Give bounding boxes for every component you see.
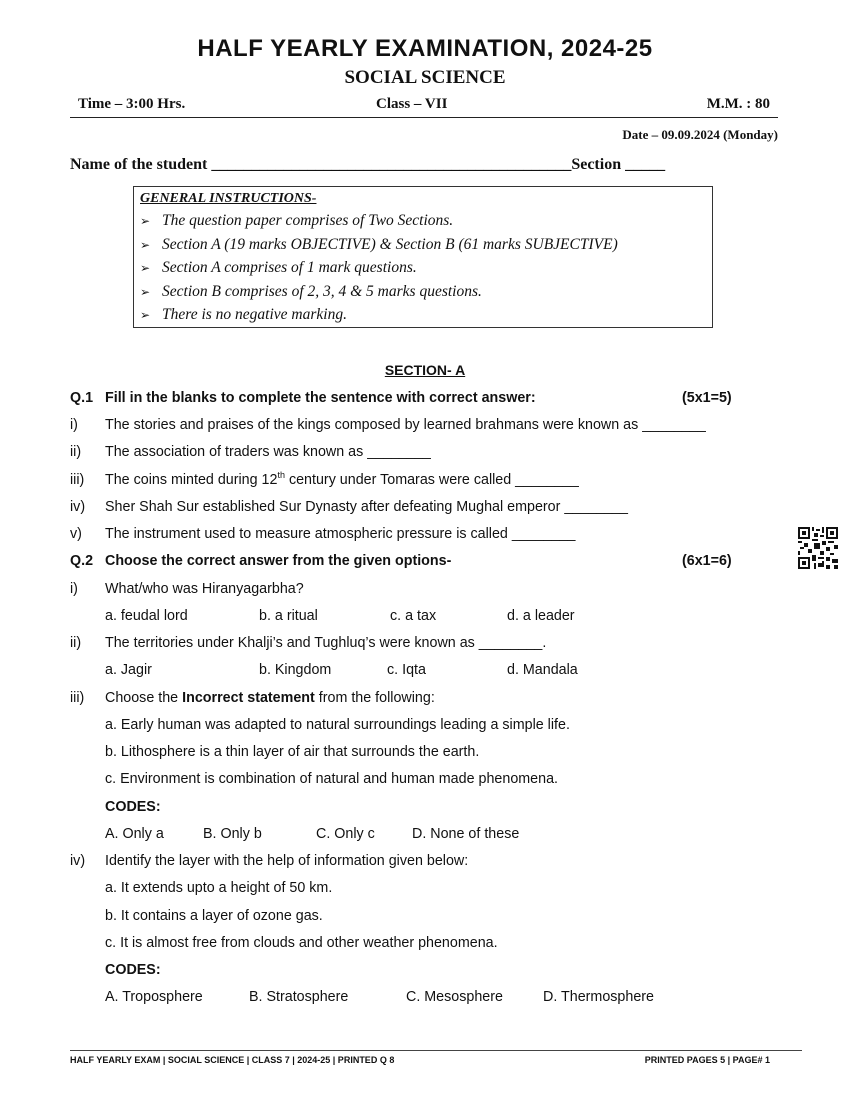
option: c. Iqta bbox=[387, 662, 426, 678]
max-marks-label: M.M. : 80 bbox=[706, 96, 770, 112]
question-1: Q.1 Fill in the blanks to complete the sentence with correct answer: (5x1=5) bbox=[70, 390, 732, 406]
exam-title: HALF YEARLY EXAMINATION, 2024-25 bbox=[197, 35, 653, 62]
arrow-bullet-icon: ➢ bbox=[140, 237, 151, 252]
class-label: Class – VII bbox=[376, 96, 448, 112]
q2-options bbox=[0, 660, 850, 680]
option: b. Kingdom bbox=[259, 662, 332, 678]
option: B. Only b bbox=[203, 826, 262, 842]
question-2: Q.2 Choose the correct answer from the given options- (6x1=6) bbox=[70, 553, 732, 569]
arrow-bullet-icon: ➢ bbox=[140, 261, 151, 275]
marks-label: (6x1=6) bbox=[682, 553, 732, 569]
instruction-item: ➢ The question paper comprises of Two Sections. bbox=[140, 209, 706, 233]
option: a. Jagir bbox=[105, 662, 152, 678]
option: c. a tax bbox=[390, 608, 437, 624]
option: A. Troposphere bbox=[105, 989, 203, 1005]
section-a-heading: SECTION- A bbox=[384, 362, 466, 378]
option: d. a leader bbox=[507, 608, 575, 624]
instruction-item: ➢ Section B comprises of 2, 3, 4 & 5 marks questions. bbox=[140, 280, 706, 304]
arrow-bullet-icon: ➢ bbox=[140, 284, 151, 299]
time-label: Time – 3:00 Hrs. bbox=[78, 96, 186, 112]
q2-options bbox=[0, 606, 850, 626]
marks-label: (5x1=5) bbox=[682, 390, 732, 406]
instructions-heading: GENERAL INSTRUCTIONS- bbox=[140, 191, 317, 206]
q2-options bbox=[0, 824, 850, 844]
general-instructions-box bbox=[133, 186, 713, 328]
option: b. a ritual bbox=[259, 608, 318, 624]
arrow-bullet-icon: ➢ bbox=[140, 214, 151, 228]
student-name-line: Name of the student _____________________________________________Section _____ bbox=[70, 156, 666, 173]
arrow-bullet-icon: ➢ bbox=[140, 308, 151, 322]
option: a. feudal lord bbox=[105, 608, 188, 624]
q2-options bbox=[0, 987, 850, 1007]
option: B. Stratosphere bbox=[249, 989, 349, 1005]
option: D. None of these bbox=[412, 826, 520, 842]
footer-right: PRINTED PAGES 5 | PAGE# 1 bbox=[644, 1055, 770, 1065]
option: A. Only a bbox=[105, 826, 164, 842]
option: C. Only c bbox=[316, 826, 375, 842]
option: d. Mandala bbox=[507, 662, 578, 678]
instruction-item: ➢ Section A comprises of 1 mark questions. bbox=[140, 256, 706, 280]
footer-left: HALF YEARLY EXAM | SOCIAL SCIENCE | CLASS 7 | 2024-25 | PRINTED Q 8 bbox=[70, 1055, 395, 1065]
instruction-item: ➢ There is no negative marking. bbox=[140, 303, 706, 327]
instruction-item: ➢ Section A (19 marks OBJECTIVE) & Section B (61 marks SUBJECTIVE) bbox=[140, 233, 706, 257]
option: C. Mesosphere bbox=[406, 989, 503, 1005]
exam-date: Date – 09.09.2024 (Monday) bbox=[622, 127, 778, 142]
footer-divider bbox=[70, 1050, 802, 1051]
option: D. Thermosphere bbox=[543, 989, 654, 1005]
subject-title: SOCIAL SCIENCE bbox=[344, 67, 506, 88]
header-divider bbox=[70, 117, 778, 118]
